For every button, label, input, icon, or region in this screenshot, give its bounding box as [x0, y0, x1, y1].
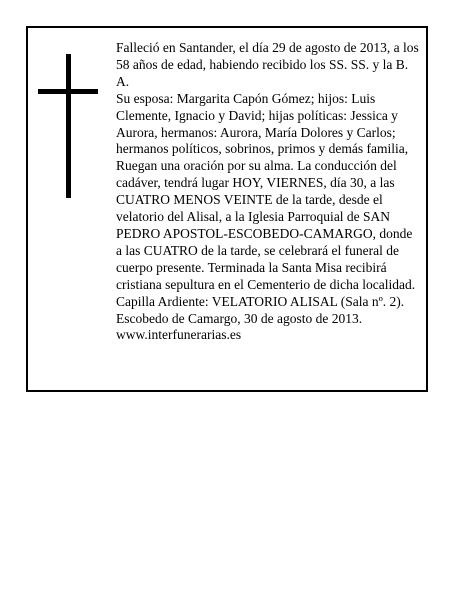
obituary-notice [26, 26, 428, 392]
family-and-funeral-details: Su esposa: Margarita Capón Gómez; hijos: Luis Clemente, Ignacio y David; hijas políticas: Jessica y Aurora, hermanos: Aurora, María Dolores y Carlos; hermanos políticos, sobrinos, primos y demás familia, Ruegan una oración por su alma. La conducción del cadáver, tendrá lugar HOY, VIERNES, día 30, a las CUATRO MENOS VEINTE de la tarde, desde el velatorio del Alisal, a la Iglesia Parroquial de SAN PEDRO APOSTOL-ESCOBEDO-CAMARGO, donde a las CUATRO de la tarde, se celebrará el funeral de cuerpo presente. Terminada la Santa Misa recibirá cristiana sepultura en el Cementerio de dicha localidad. [116, 90, 416, 292]
death-announcement: Falleció en Santander, el día 29 de agosto de 2013, a los 58 años de edad, habiendo recibido los SS. SS. y la B. A. [116, 40, 419, 89]
place-and-date: Escobedo de Camargo, 30 de agosto de 2013. [116, 310, 363, 326]
website-link: www.interfunerarias.es [116, 327, 242, 343]
notice-body [116, 40, 420, 344]
cross-icon [38, 54, 98, 198]
cross-vertical-bar [66, 54, 71, 198]
cross-horizontal-bar [38, 89, 98, 94]
chapel-info: Capilla Ardiente: VELATORIO ALISAL (Sala nº. 2). [116, 293, 405, 309]
